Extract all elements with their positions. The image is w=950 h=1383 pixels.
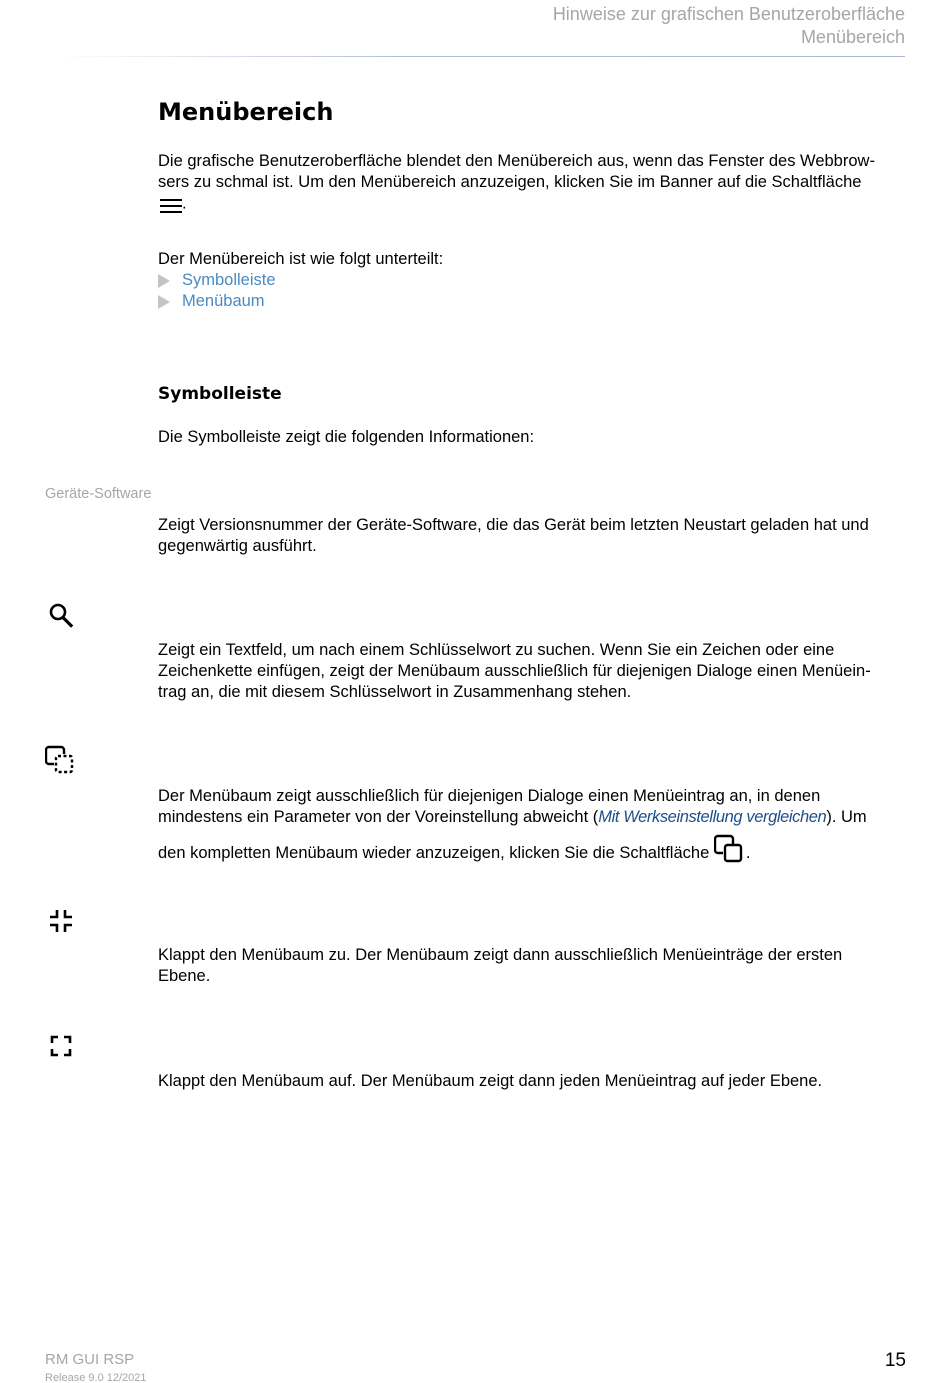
description-line: trag an, die mit diesem Schlüsselwort in Zusammenhang stehen.: [158, 683, 632, 701]
description-text: .: [745, 844, 751, 862]
description-line: gegenwärtig ausführt.: [158, 537, 317, 555]
intro-line-3: [158, 193, 910, 215]
description-line: [158, 834, 910, 864]
footer-document: RM GUI RSP: [45, 1351, 135, 1368]
intro-line-1: Die grafische Benutzeroberfläche blendet den Menübereich aus, wenn das Fenster des Webbrow-: [158, 152, 875, 170]
filter-description: [158, 786, 910, 864]
description-line: Klappt den Menübaum zu. Der Menübaum zeigt dann ausschließlich Menüeinträge der ersten: [158, 946, 843, 964]
division-lead: Der Menübereich ist wie folgt unterteilt:: [158, 250, 444, 268]
description-line: Zeichenkette einfügen, zeigt der Menübaum ausschließlich für diejenigen Dialoge einen Menüein-: [158, 662, 871, 680]
description-text: mindestens ein Parameter von der Voreinstellung abweicht (: [158, 808, 599, 826]
list-item-symbolleiste[interactable]: [158, 270, 276, 291]
footer-release: Release 9.0 12/2021: [45, 1372, 147, 1383]
link-symbolleiste[interactable]: Symbolleiste: [182, 271, 276, 289]
section-lead: Die Symbolleiste zeigt die folgenden Informationen:: [158, 428, 535, 446]
page-title: Menübereich: [158, 98, 334, 126]
device-software-description: [158, 515, 910, 557]
description-line: [158, 807, 910, 828]
header-divider: [55, 56, 905, 57]
expand-icon: [45, 1030, 77, 1062]
description-text: den kompletten Menübaum wieder anzuzeigen, klicken Sie die Schaltfläche: [158, 844, 710, 862]
bullet-arrow-icon: [158, 295, 170, 309]
header-section: Menübereich: [800, 27, 905, 47]
collapse-icon: [45, 905, 77, 937]
device-software-label: Geräte-Software: [45, 486, 152, 502]
restore-tree-icon: [714, 834, 746, 864]
search-icon: [45, 600, 77, 632]
page-number: 15: [884, 1350, 906, 1371]
intro-line-2: sers zu schmal ist. Um den Menübereich anzuzeigen, klicken Sie im Banner auf die Schaltfläche: [158, 173, 862, 191]
description-line: Der Menübaum zeigt ausschließlich für diejenigen Dialoge einen Menüeintrag an, in denen: [158, 787, 821, 805]
menu-icon: [158, 199, 182, 215]
section-heading: Symbolleiste: [158, 384, 282, 404]
intro-paragraph: [158, 151, 910, 215]
expand-description: [158, 1071, 910, 1092]
intro-period: .: [182, 194, 187, 213]
bullet-arrow-icon: [158, 274, 170, 288]
collapse-description: [158, 945, 910, 987]
description-line: Ebene.: [158, 967, 211, 985]
search-description: [158, 640, 910, 703]
list-item-menuebaum[interactable]: [158, 291, 265, 312]
description-text: ). Um: [826, 808, 867, 826]
link-menuebaum[interactable]: Menübaum: [182, 292, 265, 310]
header-chapter: Hinweise zur grafischen Benutzeroberfläche: [552, 4, 905, 24]
link-werkseinstellung[interactable]: Mit Werkseinstellung vergleichen: [598, 808, 827, 826]
description-line: Klappt den Menübaum auf. Der Menübaum zeigt dann jeden Menüeintrag auf jeder Ebene.: [158, 1072, 823, 1090]
description-line: Zeigt Versionsnummer der Geräte-Software, die das Gerät beim letzten Neustart geladen hat und: [158, 516, 869, 534]
filter-changed-icon: [45, 744, 77, 776]
description-line: Zeigt ein Textfeld, um nach einem Schlüsselwort zu suchen. Wenn Sie ein Zeichen oder eine: [158, 641, 835, 659]
